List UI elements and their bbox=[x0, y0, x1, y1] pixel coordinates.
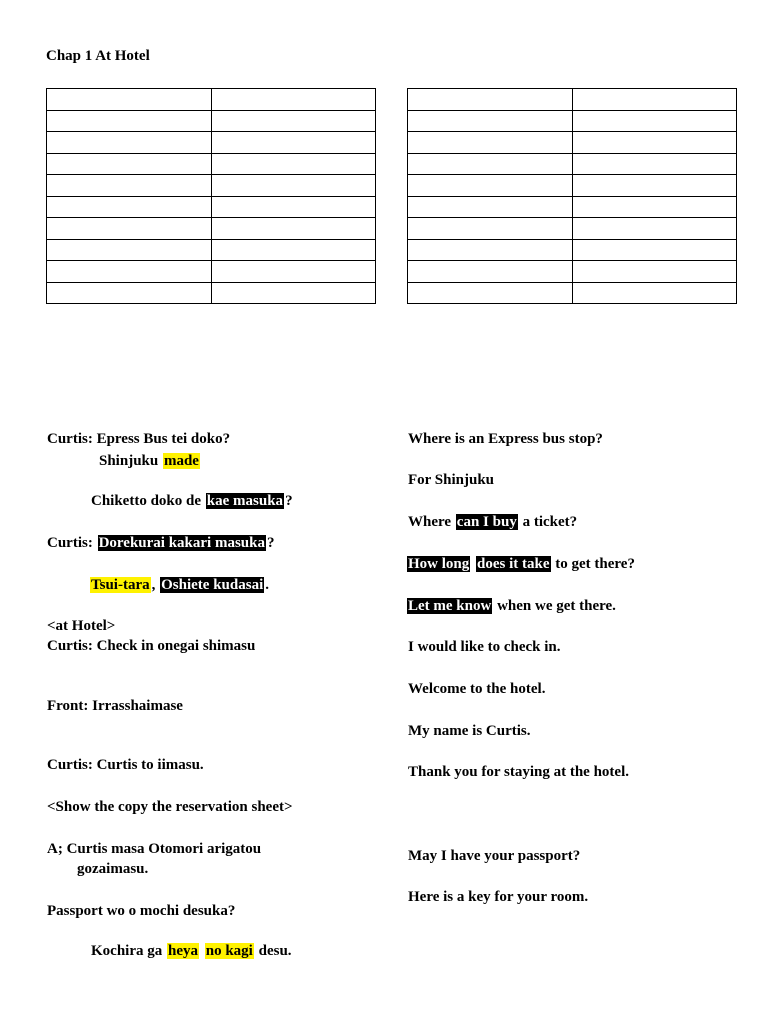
highlighted-phrase: Let me know bbox=[408, 598, 492, 614]
vocab-table-left bbox=[46, 88, 376, 304]
right-line bbox=[407, 887, 589, 907]
highlighted-phrase: heya bbox=[168, 943, 198, 959]
text-fragment: Welcome to the hotel. bbox=[408, 681, 546, 697]
table-row bbox=[408, 132, 737, 154]
text-fragment: Shinjuku bbox=[99, 453, 162, 469]
table-cell bbox=[211, 175, 376, 197]
table-cell bbox=[572, 153, 737, 175]
table-row bbox=[408, 282, 737, 304]
table-cell bbox=[211, 239, 376, 261]
table-cell bbox=[211, 110, 376, 132]
highlighted-phrase: Oshiete kudasai bbox=[161, 577, 264, 593]
text-fragment: <at Hotel> bbox=[47, 618, 116, 634]
left-line bbox=[98, 451, 200, 471]
text-fragment: I would like to check in. bbox=[408, 639, 561, 655]
right-line bbox=[407, 846, 581, 866]
text-fragment: desu. bbox=[254, 943, 292, 959]
right-line bbox=[407, 512, 578, 532]
right-line bbox=[407, 679, 546, 699]
table-cell bbox=[47, 175, 212, 197]
table-cell bbox=[47, 282, 212, 304]
table-cell bbox=[47, 218, 212, 240]
text-fragment: Curtis: Curtis to iimasu. bbox=[47, 757, 204, 773]
highlighted-phrase: kae masuka bbox=[206, 493, 284, 509]
text-fragment: ? bbox=[267, 535, 275, 551]
table-cell bbox=[211, 282, 376, 304]
table-cell bbox=[408, 132, 573, 154]
table-cell bbox=[408, 175, 573, 197]
text-fragment: , bbox=[151, 577, 160, 593]
left-line bbox=[46, 797, 294, 817]
table-row bbox=[47, 218, 376, 240]
text-fragment: Curtis: bbox=[47, 535, 97, 551]
highlighted-phrase: Tsui-tara bbox=[91, 577, 150, 593]
left-line bbox=[46, 839, 262, 859]
left-line bbox=[76, 859, 149, 879]
right-line bbox=[407, 596, 617, 616]
table-row bbox=[47, 196, 376, 218]
text-fragment: For Shinjuku bbox=[408, 472, 495, 488]
table-row bbox=[408, 218, 737, 240]
table-cell bbox=[211, 132, 376, 154]
table-cell bbox=[572, 196, 737, 218]
table-row bbox=[408, 110, 737, 132]
table-cell bbox=[211, 261, 376, 283]
table-cell bbox=[572, 261, 737, 283]
text-fragment: <Show the copy the reservation sheet> bbox=[47, 799, 293, 815]
table-row bbox=[408, 175, 737, 197]
text-fragment: Curtis: Epress Bus tei doko? bbox=[47, 431, 231, 447]
right-line bbox=[407, 637, 562, 657]
table-cell bbox=[47, 239, 212, 261]
right-line bbox=[407, 762, 630, 782]
table-row bbox=[47, 153, 376, 175]
table-row bbox=[47, 261, 376, 283]
text-fragment: Passport wo o mochi desuka? bbox=[47, 903, 236, 919]
text-fragment: Chiketto doko de bbox=[91, 493, 205, 509]
table-row bbox=[408, 196, 737, 218]
text-fragment: May I have your passport? bbox=[408, 848, 581, 864]
text-fragment bbox=[199, 943, 205, 959]
left-line bbox=[46, 696, 184, 716]
left-line bbox=[46, 429, 231, 449]
table-row bbox=[47, 89, 376, 111]
table-cell bbox=[408, 218, 573, 240]
table-cell bbox=[408, 89, 573, 111]
table-cell bbox=[408, 196, 573, 218]
highlighted-phrase: does it take bbox=[477, 556, 550, 572]
left-line bbox=[46, 755, 205, 775]
table-row bbox=[408, 239, 737, 261]
text-fragment: a ticket? bbox=[518, 514, 578, 530]
table-cell bbox=[47, 110, 212, 132]
text-fragment: Where is an Express bus stop? bbox=[408, 431, 603, 447]
highlighted-phrase: made bbox=[163, 453, 199, 469]
left-line bbox=[46, 636, 256, 656]
vocab-table-right bbox=[407, 88, 737, 304]
table-row bbox=[47, 282, 376, 304]
text-fragment: Kochira ga bbox=[91, 943, 166, 959]
table-row bbox=[47, 132, 376, 154]
highlighted-phrase: How long bbox=[408, 556, 470, 572]
table-cell bbox=[572, 218, 737, 240]
text-fragment: when we get there. bbox=[493, 598, 616, 614]
right-line bbox=[407, 470, 495, 490]
table-row bbox=[47, 175, 376, 197]
text-fragment: My name is Curtis. bbox=[408, 723, 531, 739]
table-row bbox=[47, 110, 376, 132]
text-fragment: Thank you for staying at the hotel. bbox=[408, 764, 630, 780]
table-cell bbox=[572, 175, 737, 197]
left-line bbox=[46, 616, 116, 636]
highlighted-phrase: can I buy bbox=[456, 514, 517, 530]
right-line bbox=[407, 429, 604, 449]
table-cell bbox=[47, 89, 212, 111]
table-row bbox=[408, 89, 737, 111]
text-fragment: ? bbox=[285, 493, 293, 509]
text-fragment: Here is a key for your room. bbox=[408, 889, 589, 905]
table-cell bbox=[572, 239, 737, 261]
left-line bbox=[90, 575, 270, 595]
table-cell bbox=[211, 218, 376, 240]
text-fragment: . bbox=[265, 577, 269, 593]
table-cell bbox=[408, 282, 573, 304]
table-cell bbox=[408, 110, 573, 132]
table-cell bbox=[47, 132, 212, 154]
table-cell bbox=[47, 261, 212, 283]
table-cell bbox=[211, 89, 376, 111]
left-line bbox=[46, 533, 276, 553]
table-cell bbox=[408, 153, 573, 175]
table-row bbox=[47, 239, 376, 261]
table-cell bbox=[572, 110, 737, 132]
highlighted-phrase: Dorekurai kakari masuka bbox=[98, 535, 265, 551]
text-fragment: gozaimasu. bbox=[77, 861, 149, 877]
table-cell bbox=[572, 282, 737, 304]
right-line bbox=[407, 721, 532, 741]
page-title: Chap 1 At Hotel bbox=[46, 48, 150, 64]
left-line bbox=[90, 941, 293, 961]
text-fragment: Where bbox=[408, 514, 455, 530]
table-cell bbox=[408, 239, 573, 261]
table-cell bbox=[47, 153, 212, 175]
highlighted-phrase: no kagi bbox=[205, 943, 253, 959]
left-line bbox=[90, 491, 294, 511]
text-fragment: Front: Irrasshaimase bbox=[47, 698, 183, 714]
text-fragment: to get there? bbox=[551, 556, 635, 572]
text-fragment: A; Curtis masa Otomori arigatou bbox=[47, 841, 262, 857]
text-fragment: Curtis: Check in onegai shimasu bbox=[47, 638, 256, 654]
table-cell bbox=[408, 261, 573, 283]
left-line bbox=[46, 901, 236, 921]
table-cell bbox=[572, 132, 737, 154]
table-cell bbox=[211, 196, 376, 218]
table-cell bbox=[47, 196, 212, 218]
right-line bbox=[407, 554, 636, 574]
table-row bbox=[408, 153, 737, 175]
table-cell bbox=[572, 89, 737, 111]
table-cell bbox=[211, 153, 376, 175]
table-row bbox=[408, 261, 737, 283]
